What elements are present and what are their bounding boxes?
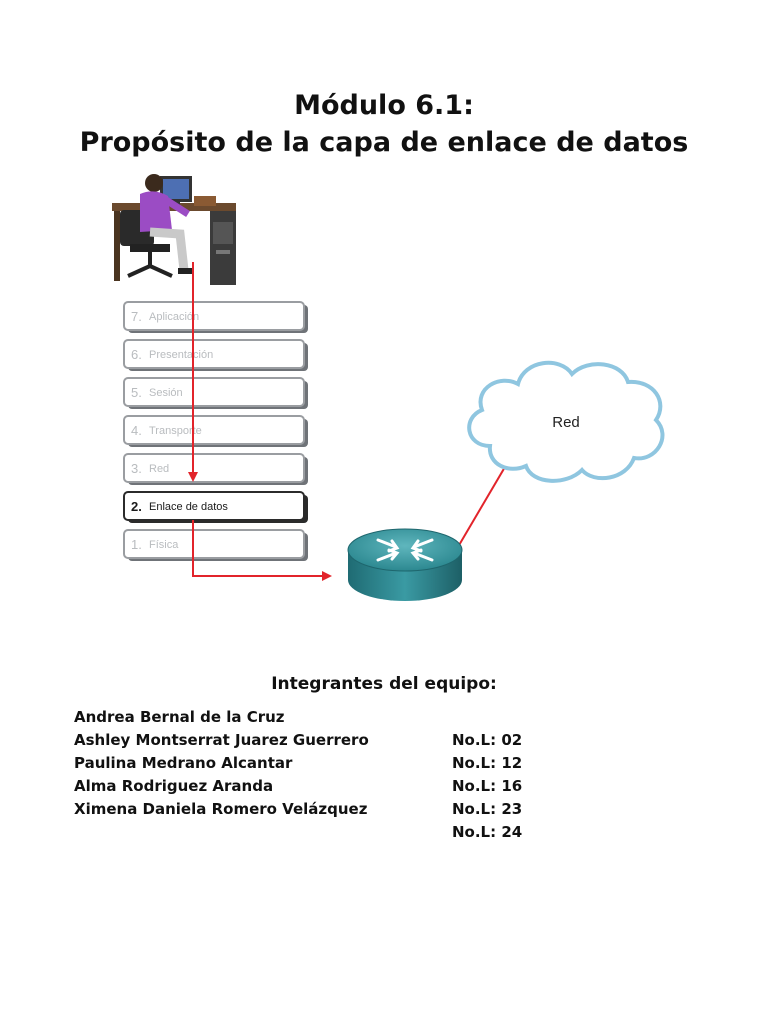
- osi-layer-number: 1.: [131, 537, 142, 552]
- osi-layer: [124, 492, 308, 523]
- osi-layer-name: Enlace de datos: [149, 501, 228, 513]
- osi-layer-number: 5.: [131, 385, 142, 400]
- cloud-icon: [469, 363, 662, 481]
- router-icon: [348, 529, 462, 601]
- osi-layer-number: 3.: [131, 461, 142, 476]
- page-title-line-2: Propósito de la capa de enlace de datos: [79, 127, 689, 158]
- osi-layer-name: Sesión: [149, 387, 183, 399]
- osi-layer-number: 4.: [131, 423, 142, 438]
- page-title-line-1: Módulo 6.1:: [294, 90, 474, 121]
- team-heading: Integrantes del equipo:: [271, 674, 497, 694]
- osi-layer: [124, 378, 308, 409]
- list-number: No.L: 02: [452, 731, 523, 749]
- list-number: No.L: 12: [452, 754, 523, 772]
- osi-layer-stack: [124, 302, 308, 561]
- member-name: Ashley Montserrat Juarez Guerrero: [74, 731, 369, 749]
- member-name: Paulina Medrano Alcantar: [74, 754, 293, 772]
- osi-layer-name: Física: [149, 539, 179, 551]
- member-name: Andrea Bernal de la Cruz: [74, 708, 285, 726]
- member-name: Alma Rodriguez Aranda: [74, 777, 274, 795]
- cloud-label: Red: [552, 414, 580, 431]
- osi-layer: [124, 416, 308, 447]
- osi-layer-number: 7.: [131, 309, 142, 324]
- osi-layer: [124, 340, 308, 371]
- osi-layer: [124, 302, 308, 333]
- osi-layer: [124, 454, 308, 485]
- osi-layer-name: Red: [149, 463, 170, 475]
- osi-layer-number: 6.: [131, 347, 142, 362]
- osi-layer-name: Aplicación: [149, 311, 200, 323]
- osi-layer-name: Presentación: [149, 349, 214, 361]
- osi-layer-number: 2.: [131, 499, 142, 514]
- list-number: No.L: 16: [452, 777, 523, 795]
- osi-layer: [124, 530, 308, 561]
- osi-layer-name: Transporte: [149, 425, 202, 437]
- list-number: No.L: 24: [452, 823, 523, 841]
- member-name: Ximena Daniela Romero Velázquez: [74, 800, 368, 818]
- user-at-workstation-icon: [112, 174, 236, 285]
- list-number: No.L: 23: [452, 800, 523, 818]
